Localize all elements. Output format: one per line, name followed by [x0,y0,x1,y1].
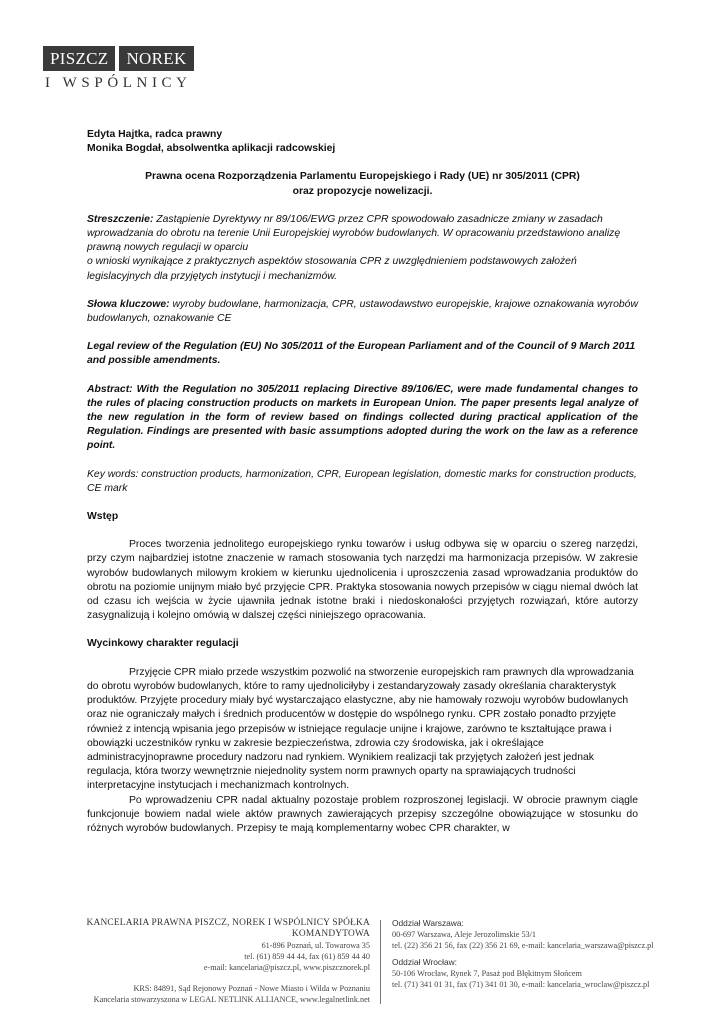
logo-word-right: NOREK [119,46,193,71]
summary-text: Zastąpienie Dyrektywy nr 89/106/EWG przez CPR spowodowało zasadnicze zmiany w zasadach wprowadzania do obrotu na terenie Unii Europejskiej wyrobów budowlanych. W opracowaniu przedstawiono analizę prawną nowych regulacji w oparciu [87,213,621,254]
logo-subtitle: I WSPÓLNICY [45,75,192,91]
footer-phone: tel. (61) 859 44 44, fax (61) 859 44 40 [244,952,370,961]
footer-branches [392,918,692,990]
footer-wroclaw-label: Oddział Wrocław: [392,957,458,967]
english-title [87,340,638,368]
footer-divider [380,920,381,1004]
keywords-pl-label: Słowa kluczowe: [87,298,170,310]
title-line-1: Prawna ocena Rozporządzenia Parlamentu Europejskiego i Rady (UE) nr 305/2011 (CPR) [145,171,580,183]
footer-head-office [35,918,370,1005]
summary-paragraph [87,213,638,256]
keywords-pl-paragraph [87,298,638,326]
footer-netlink: Kancelaria stowarzyszona w LEGAL NETLINK ALLIANCE, www.legalnetlink.net [93,995,370,1004]
section-heading-wstep: Wstęp [87,511,119,523]
footer-email: e-mail: kancelaria@piszcz.pl, www.piszcznorek.pl [203,963,370,972]
document-body [87,128,638,836]
page-footer [35,918,695,1008]
company-logo [43,42,192,94]
abstract-paragraph: Abstract: With the Regulation no 305/2011 replacing Directive 89/106/EC, were made fundamental changes to the rules of placing construction products on markets in European Union. The paper presents legal analyze of the new regulation in the form of review based on findings collected during practical application of the Regulation. Findings are presented with basic assumptions adopted during the work on the law as a reference point. [87,383,638,452]
footer-warsaw-contact: tel. (22) 356 21 56, fax (22) 356 21 69, e-mail: kancelaria_warszawa@piszcz.pl [392,941,654,950]
logo-word-left: PISZCZ [43,46,115,71]
footer-krs: KRS: 84891, Sąd Rejonowy Poznań - Nowe Miasto i Wilda w Poznaniu [133,984,370,993]
footer-firm-name: KANCELARIA PRAWNA PISZCZ, NOREK I WSPÓLNICY SPÓŁKA KOMANDYTOWA [86,918,370,939]
footer-warsaw-address: 00-697 Warszawa, Aleje Jerozolimskie 53/1 [392,930,537,939]
section-heading-wycinkowy: Wycinkowy charakter regulacji [87,638,239,650]
english-title-lead: Legal [87,341,115,353]
wstep-paragraph: Proces tworzenia jednolitego europejskiego rynku towarów i usług odbywa się w oparciu o szereg narzędzi, przy czym najbardziej istotne znaczenie w ramach stosowania tych narzędzi ma harmonizacja przepisów. W zakresie wyrobów budowlanych milowym krokiem w kierunku ujednolicenia i uproszczenia zasad wprowadzania produktów do obrotu na poziomie unijnym miało być przyjęcie CPR. Praktyka stosowania nowych przepisów w ciągu niemal dwóch lat od czasu ich wejścia w życie ujawniła jednak istotne braki i niedoskonałości przyjętych rozwiązań, które autorzy zasygnalizują i kolejno omówią w dalszej części niniejszego opracowania. [87,539,638,622]
keywords-pl-text: wyroby budowlane, harmonizacja, CPR, ustawodawstwo europejskie, krajowe oznakowania wyrobów budowlanych, oznakowanie CE [87,298,638,325]
wycinkowy-paragraph-1: Przyjęcie CPR miało przede wszystkim pozwolić na stworzenie europejskich ram prawnych dla wprowadzania do obrotu wyrobów budowlanych, które to ramy ujednoliciłyby i zestandaryzowały zasady określania charakterystyk produktów. Przyjęte procedury miały być wystarczająco elastyczne, aby nie hamowały rozwoju wyrobów budowlanych oraz nie ograniczały małych i średnich producentów w dostępie do wspólnego rynku. CPR zostało ponadto przyjęte również z intencją wpisania jego przepisów w istniejące regulacje unijne i krajowe, zarówno te kształtujące prawa i obowiązki uczestników rynku w zakresie bezpieczeństwa, zdrowia czy środowiska, jak i określające administracyjnoprawne procedury nadzoru nad rynkiem. Wynikiem realizacji tak przyjętych założeń jest jednak regulacja, która tworzy wewnętrznie niejednolity system norm prawnych oparty na sprawiających trudności interpretacyjne instytucjach i mechanizmach kontrolnych. [87,666,634,792]
wycinkowy-paragraph-2: Po wprowadzeniu CPR nadal aktualny pozostaje problem rozproszonej legislacji. W obrocie prawnym ciągle funkcjonuje bowiem nadal wiele aktów prawnych zawierających przepisy szczególne obowiązujące w stosunku do różnych wyrobów budowlanych. Przepisy te mają komplementarny wobec CPR charakter, w [87,794,638,834]
summary-text-2: o wnioski wynikające z praktycznych aspektów stosowania CPR z uwzględnieniem podstawowych założeń legislacyjnych dla przyjętych instytucji i mechanizmów. [87,256,577,282]
english-title-text: review of the Regulation (EU) No 305/2011 of the European Parliament and of the Council of 9 March 2011 and possible amendments. [87,341,636,367]
title-line-2: oraz propozycje nowelizacji. [292,185,433,197]
summary-label: Streszczenie: [87,213,154,225]
footer-wroclaw-address: 50-106 Wrocław, Rynek 7, Pasaż pod Błękitnym Słońcem [392,969,582,978]
footer-address: 61-896 Poznań, ul. Towarowa 35 [261,941,370,950]
footer-warsaw-label: Oddział Warszawa: [392,918,464,928]
author-2: Monika Bogdał, absolwentka aplikacji radcowskiej [87,143,336,155]
author-1: Edyta Hajtka, radca prawny [87,129,223,140]
footer-wroclaw-contact: tel. (71) 341 01 31, fax (71) 341 01 30, e-mail: kancelaria_wroclaw@piszcz.pl [392,980,650,989]
keywords-en-paragraph: Key words: construction products, harmonization, CPR, European legislation, domestic marks for construction products, CE mark [87,468,637,494]
